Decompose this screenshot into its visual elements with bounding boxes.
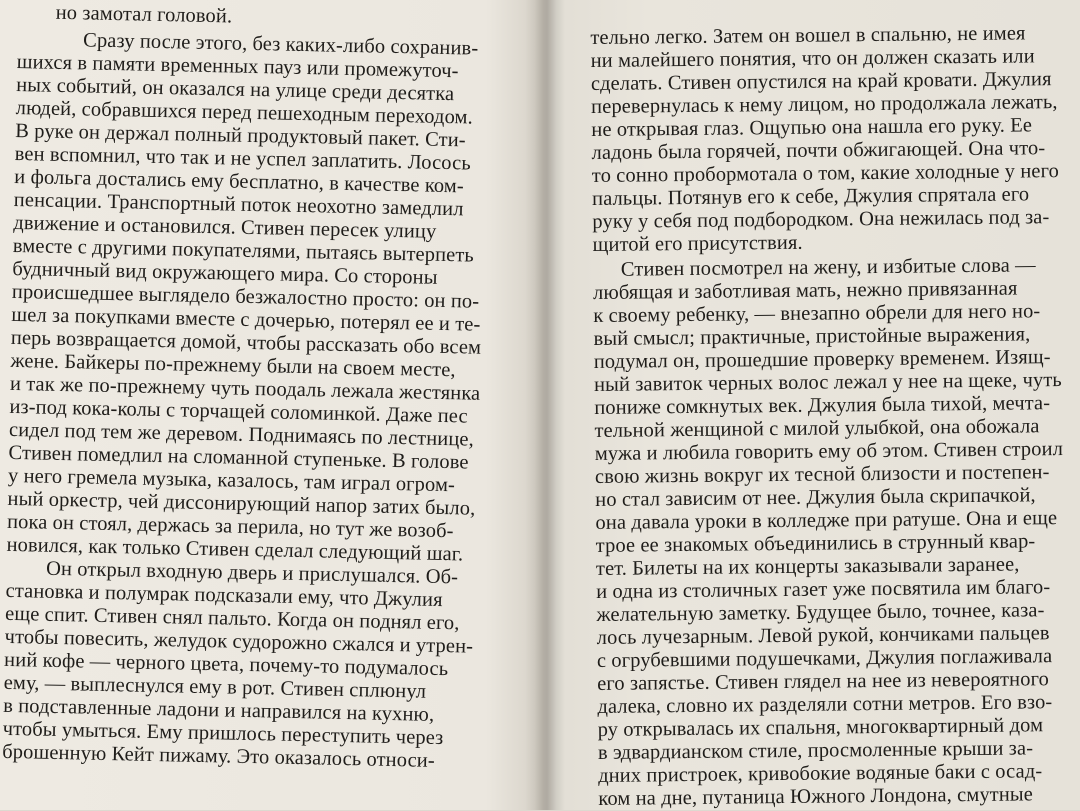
right-line-24: тет. Билеты на их концерты заказывали заранее, xyxy=(595,553,1020,580)
right-line-14: вый смысл; практичные, пристойные выражения, xyxy=(593,323,1031,350)
left-page xyxy=(2,0,518,772)
right-line-20: свою жизнь вокруг их тесной близости и постепен- xyxy=(594,461,1050,488)
right-line-32: в эдвардианском стиле, просмоленные крыши за- xyxy=(597,737,1034,764)
left-line-29: ний кофе — черного цвета, почему-то подумалось xyxy=(3,648,449,681)
left-line-23: пока он стоял, держась за перила, но тут же возоб- xyxy=(6,510,454,543)
left-line-9: пенсации. Транспортный поток неохотно замедлил xyxy=(13,188,464,221)
right-line-8: пальцы. Потянув его к себе, Джулия спрятала его xyxy=(591,183,1030,210)
right-line-26: желательную заметку. Будущее было, точнее, каза- xyxy=(596,599,1045,626)
right-line-34: ком на дне, путаница Южного Лондона, смутные xyxy=(598,783,1034,810)
left-line-6: В руке он держал полный продуктовый пакет. Сти- xyxy=(15,119,466,152)
left-line-26: становка и полумрак подсказали ему, что Джулия xyxy=(5,579,443,612)
left-line-22: ный оркестр, чей диссонирующий напор затих было, xyxy=(7,487,476,520)
right-line-13: к своему ребенку, — внезапно обрели для него но- xyxy=(593,300,1041,327)
left-line-24: новился, как только Стивен сделал следующий шаг. xyxy=(6,533,464,566)
left-line-20: Стивен помедлил на сломанной ступеньке. В голове xyxy=(8,441,469,474)
right-line-9: руку у себя под подбородком. Она нежилась под за- xyxy=(592,206,1050,233)
right-line-3: сделать. Стивен опустился на край кровати. Джулия xyxy=(590,68,1052,95)
left-line-10: движение и остановился. Стивен пересек улицу xyxy=(13,211,437,243)
right-line-28: с огрубевшими подушечками, Джулия поглаживала xyxy=(596,645,1053,672)
left-line-16: жене. Байкеры по-прежнему были на своем месте, xyxy=(10,349,456,382)
left-line-19: сидел под тем же деревом. Поднимаясь по лестнице, xyxy=(8,418,475,451)
left-line-31: в подставленные ладони и направился на кухню, xyxy=(2,694,435,726)
right-line-21: но стал зависим от нее. Джулия была скрипачкой, xyxy=(595,484,1036,511)
right-line-1: тельно легко. Затем он вошел в спальню, не имея xyxy=(590,22,1026,49)
right-line-19: мужа и любила говорить ему об этом. Стивен строил xyxy=(594,438,1064,465)
right-line-6: ладонь была горячей, почти обжигающей. Она что- xyxy=(591,137,1046,164)
left-line-7: вен вспомнил, что так и не успел заплатить. Лосось xyxy=(14,142,472,175)
left-line-33: брошенную Кейт пижаму. Это оказалось относи- xyxy=(2,740,436,772)
left-line-30: ему, — выплеснулся ему в рот. Стивен сплюнул xyxy=(3,671,427,703)
left-line-28: чтобы повесить, желудок судорожно сжался и утрен- xyxy=(4,625,474,658)
left-line-25: Он открыл входную дверь и прислушался. Об- xyxy=(45,557,459,589)
right-line-25: и одна из столичных газет уже посвятила им благо- xyxy=(596,576,1051,603)
right-line-23: трое ее знакомых объединились в струнный квар- xyxy=(595,530,1036,557)
book-gutter xyxy=(525,0,565,810)
left-line-13: происшедшее выглядело безжалостно просто: он по- xyxy=(11,280,480,313)
right-line-16: ный завиток черных волос лежал у нее на щеке, чуть xyxy=(593,369,1062,396)
right-line-22: она давала уроки в колледже при ратуше. Она и еще xyxy=(595,507,1058,534)
left-line-2: Сразу после этого, без каких-либо сохранив- xyxy=(82,29,479,60)
right-line-17: пониже сомкнутых век. Джулия была тихой, мечта- xyxy=(594,392,1051,419)
right-line-27: лось лучезарным. Левой рукой, кончиками пальцев xyxy=(596,622,1050,649)
left-line-5: людей, собравшихся перед пешеходным переходом. xyxy=(15,96,474,129)
right-line-2: ни малейшего понятия, что он должен сказать или xyxy=(590,45,1035,72)
right-line-15: подумал он, прошедшие проверку временем. Изящ- xyxy=(593,346,1051,373)
right-line-11: Стивен посмотрел на жену, и избитые слова — xyxy=(620,254,1036,281)
right-line-7: то сонно пробормотала о том, какие холодные у него xyxy=(591,160,1060,187)
left-line-1: но замотал головой. xyxy=(55,1,233,28)
left-line-18: из-под кока-колы с торчащей соломинкой. Даже пес xyxy=(9,395,468,428)
left-line-14: шел за покупками вместе с дочерью, потерял ее и те- xyxy=(11,303,481,336)
left-line-17: и так же по-прежнему чуть поодаль лежала жестянка xyxy=(9,372,481,405)
right-line-18: тельной женщиной с милой улыбкой, она обожала xyxy=(594,415,1040,442)
right-line-12: любящая и заботливая мать, нежно привязанная xyxy=(592,277,1018,304)
left-line-8: и фольга достались ему бесплатно, в качестве ком- xyxy=(14,165,465,198)
right-line-10: щитой его присутствия. xyxy=(592,231,803,256)
right-line-5: не открывая глаз. Ощупью она нашла его руку. Ее xyxy=(591,114,1033,141)
left-line-32: чтобы умыться. Ему пришлось переступить через xyxy=(2,717,444,750)
right-line-30: далека, словно их разделяли сотни метров. Его взо- xyxy=(597,691,1053,718)
left-line-27: еще спит. Стивен снял пальто. Когда он поднял его, xyxy=(4,602,460,635)
left-line-15: перь возвращается домой, чтобы рассказать обо всем xyxy=(10,326,482,359)
right-line-31: ру открывалась их спальня, многоквартирный дом xyxy=(597,714,1044,741)
left-line-4: ных событий, он оказался на улице среди десятка xyxy=(15,73,455,106)
left-line-11: вместе с другими покупателями, пытаясь вытерпеть xyxy=(12,234,475,267)
left-line-3: шихся в памяти временных пауз или промежуточ- xyxy=(16,50,459,83)
right-line-29: его запястье. Стивен глядел на нее из невероятного xyxy=(597,668,1049,695)
right-line-4: перевернулась к нему лицом, но продолжала лежать, xyxy=(591,91,1058,118)
left-line-21: у него гремела музыка, казалось, там играл огром- xyxy=(7,464,456,497)
right-line-33: дних пристроек, кривобокие водяные баки с осад- xyxy=(598,760,1043,787)
left-line-12: будничный вид окружающего мира. Со стороны xyxy=(12,257,438,289)
